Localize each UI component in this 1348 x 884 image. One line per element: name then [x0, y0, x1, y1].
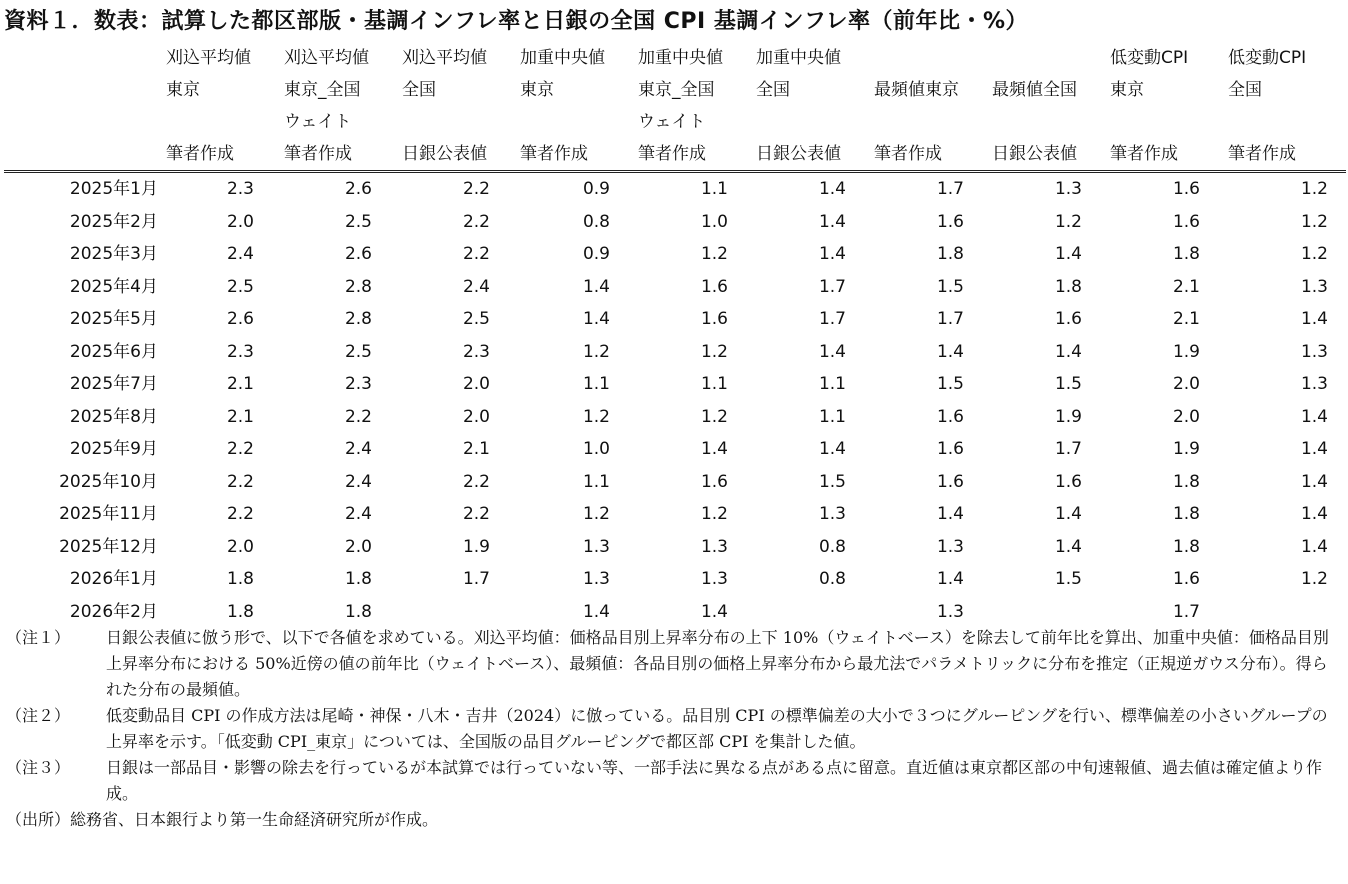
- table-cell: 1.7: [818, 276, 846, 297]
- table-cell: 2.4: [344, 439, 372, 459]
- table-cell: 2.1: [226, 374, 254, 394]
- table-cell: 1.4: [1300, 309, 1328, 329]
- column-header-source: 日銀公表値: [402, 144, 487, 164]
- table-cell: 2.2: [462, 179, 490, 199]
- notes-section: [6, 625, 1342, 833]
- table-cell: 2.3: [226, 179, 254, 199]
- table-cell: 2.2: [462, 504, 490, 524]
- table-cell: 1.4: [818, 179, 846, 199]
- table-row: [4, 466, 1346, 499]
- table-cell: 1.1: [582, 471, 610, 492]
- table-cell: 1.3: [700, 536, 728, 557]
- table-cell: 2.2: [226, 504, 254, 524]
- table-cell: 1.3: [582, 536, 610, 557]
- table-cell: 1.2: [700, 504, 728, 524]
- column-header: [520, 42, 638, 170]
- table-cell: 1.6: [936, 439, 964, 459]
- table-cell: 1.8: [226, 569, 254, 589]
- footnote-tag: （注３）: [6, 758, 71, 777]
- table-cell: 1.4: [936, 341, 964, 362]
- table-cell: 1.8: [936, 244, 964, 264]
- table-cell: 1.2: [700, 341, 728, 362]
- table-cell: 1.7: [936, 309, 964, 329]
- table-cell: 2.0: [1172, 406, 1200, 427]
- table-cell: 1.1: [818, 374, 846, 394]
- table-cell: 2.2: [226, 471, 254, 492]
- row-label: 2025年12月: [59, 536, 158, 557]
- table-row: [4, 401, 1346, 434]
- table-row: [4, 271, 1346, 304]
- column-header-source: 日銀公表値: [756, 144, 841, 164]
- column-header: [992, 42, 1110, 170]
- column-header: [402, 42, 520, 170]
- table-cell: 1.2: [1300, 569, 1328, 589]
- row-label: 2025年6月: [69, 341, 158, 362]
- table-cell: 2.6: [344, 179, 372, 199]
- table-cell: 1.7: [462, 569, 490, 589]
- table-row: [4, 531, 1346, 564]
- table-cell: 2.3: [462, 341, 490, 362]
- table-row: [4, 433, 1346, 466]
- column-header-label: 刈込平均値 東京_全国 ウェイト: [284, 48, 369, 132]
- table-cell: 1.3: [582, 569, 610, 589]
- row-label: 2025年5月: [69, 309, 158, 329]
- table-cell: 1.5: [936, 374, 964, 394]
- column-header-label: 低変動CPI 全国: [1228, 48, 1307, 100]
- table-header: [4, 42, 1346, 173]
- table-cell: 1.6: [1172, 569, 1200, 589]
- table-row: [4, 303, 1346, 336]
- footnote-text: 日銀公表値に倣う形で、以下で各値を求めている。刈込平均値：価格品目別上昇率分布の上下 10%（ウェイトベース）を除去して前年比を算出、加重中央値：価格品目別上昇率分布における 50%近傍の値の前年比（ウェイトベース）、最頻値：各品目別の価格上昇率分布から最尤法でパラメトリックに分布を推定（正規逆ガウス分布）。得られた分布の最頻値。: [106, 628, 1329, 699]
- table-cell: 1.4: [818, 439, 846, 459]
- column-header-source: 筆者作成: [1228, 144, 1296, 164]
- table-cell: 2.0: [344, 536, 372, 557]
- table-row: [4, 173, 1346, 206]
- table-cell: 1.8: [1054, 276, 1082, 297]
- table-cell: 1.4: [1054, 341, 1082, 362]
- table-cell: [736, 596, 846, 629]
- table-cell: 2.6: [226, 309, 254, 329]
- column-header-label: 最頻値全国: [992, 80, 1077, 100]
- table-cell: 1.0: [582, 439, 610, 459]
- table-cell: 1.5: [1054, 569, 1082, 589]
- table-cell: 2.0: [462, 374, 490, 394]
- column-header-source: 筆者作成: [874, 144, 942, 164]
- table-row: [4, 498, 1346, 531]
- table-cell: 0.9: [582, 244, 610, 264]
- column-header: [284, 42, 402, 170]
- table-cell: 0.9: [582, 179, 610, 199]
- table-cell: 2.2: [462, 211, 490, 232]
- table-cell: 1.5: [818, 471, 846, 492]
- table-cell: 1.6: [936, 406, 964, 427]
- table-cell: 0.8: [818, 569, 846, 589]
- table-row: [4, 596, 1346, 629]
- table-cell: 0.8: [582, 211, 610, 232]
- table-cell: 1.1: [700, 374, 728, 394]
- table-cell: 1.6: [700, 471, 728, 492]
- table-cell: 0.8: [818, 536, 846, 557]
- table-cell: 1.8: [1172, 471, 1200, 492]
- table-cell: 1.2: [582, 341, 610, 362]
- table-cell: 2.5: [226, 276, 254, 297]
- table-cell: 2.0: [226, 211, 254, 232]
- table-cell: 1.3: [936, 536, 964, 557]
- table-cell: 1.2: [1300, 179, 1328, 199]
- table-cell: 1.2: [582, 504, 610, 524]
- table-cell: 1.9: [1172, 439, 1200, 459]
- table-cell: 1.2: [1300, 211, 1328, 232]
- table-cell: 1.5: [1054, 374, 1082, 394]
- table-cell: 1.7: [1054, 439, 1082, 459]
- column-header-source: 筆者作成: [638, 144, 706, 164]
- footnote: [6, 703, 1342, 755]
- table-cell: 1.6: [936, 211, 964, 232]
- table-cell: 1.2: [1300, 244, 1328, 264]
- table-cell: 1.3: [700, 569, 728, 589]
- table-cell: 1.4: [582, 309, 610, 329]
- row-label: 2025年11月: [59, 504, 158, 524]
- table-cell: 1.8: [1172, 536, 1200, 557]
- table-cell: 1.0: [700, 211, 728, 232]
- footnote-text: 低変動品目 CPI の作成方法は尾崎・神保・八木・吉井（2024）に倣っている。品目別 CPI の標準偏差の大小で３つにグルーピングを行い、標準偏差の小さいグループの上昇率を示す。「低変動 CPI_東京」については、全国版の品目グルーピングで都区部 CPI を集計した値。: [106, 706, 1328, 751]
- column-header-label: 加重中央値 東京_全国 ウェイト: [638, 48, 723, 132]
- table-cell: 1.8: [1172, 244, 1200, 264]
- table-cell: 1.9: [462, 536, 490, 557]
- table-cell: 2.2: [226, 439, 254, 459]
- table-cell: 1.4: [1300, 536, 1328, 557]
- table-cell: 1.1: [818, 406, 846, 427]
- table-cell: 1.2: [582, 406, 610, 427]
- row-label: 2025年8月: [69, 406, 158, 427]
- table-row: [4, 238, 1346, 271]
- table-cell: 1.4: [1300, 439, 1328, 459]
- column-header-label: 刈込平均値 東京: [166, 48, 251, 100]
- table-cell: 1.4: [1300, 504, 1328, 524]
- table-cell: 1.4: [582, 276, 610, 297]
- table-cell: 1.4: [700, 439, 728, 459]
- table-cell: 1.6: [1054, 471, 1082, 492]
- table-cell: 2.2: [462, 471, 490, 492]
- table-cell: 2.1: [462, 439, 490, 459]
- table-cell: 2.2: [344, 406, 372, 427]
- table-cell: 2.1: [1172, 276, 1200, 297]
- row-label: 2025年7月: [69, 374, 158, 394]
- table-cell: 2.4: [226, 244, 254, 264]
- footnote: [6, 755, 1342, 807]
- table-cell: 1.1: [582, 374, 610, 394]
- table-cell: 1.7: [818, 309, 846, 329]
- table-cell: 1.3: [818, 504, 846, 524]
- table-cell: 1.6: [1172, 179, 1200, 199]
- table-cell: 2.0: [462, 406, 490, 427]
- table-cell: 1.6: [936, 471, 964, 492]
- table-cell: 1.3: [1300, 341, 1328, 362]
- page-title: 資料１．数表：試算した都区部版・基調インフレ率と日銀の全国 CPI 基調インフレ率（前年比・%）: [4, 9, 1029, 34]
- table-cell: 2.5: [462, 309, 490, 329]
- table-cell: 1.3: [936, 601, 964, 622]
- table-cell: 1.8: [226, 601, 254, 622]
- column-header: [874, 42, 992, 170]
- column-header-source: 筆者作成: [284, 144, 352, 164]
- row-label: 2025年1月: [69, 179, 158, 199]
- table-cell: 1.7: [1172, 601, 1200, 622]
- column-header-label: 最頻値東京: [874, 80, 959, 100]
- table-cell: 1.3: [1054, 179, 1082, 199]
- table-cell: 1.4: [1054, 244, 1082, 264]
- column-header: [1228, 42, 1346, 170]
- table-body: [4, 173, 1346, 628]
- table-cell: 2.0: [226, 536, 254, 557]
- column-header: [638, 42, 756, 170]
- footnote-text: 日銀は一部品目・影響の除去を行っているが本試算では行っていない等、一部手法に異なる点がある点に留意。直近値は東京都区部の中旬速報値、過去値は確定値より作成。: [106, 758, 1323, 803]
- table-cell: 1.3: [1300, 276, 1328, 297]
- column-header-source: 日銀公表値: [992, 144, 1077, 164]
- row-label: 2026年2月: [69, 601, 158, 622]
- table-cell: 1.2: [700, 244, 728, 264]
- table-cell: 1.7: [936, 179, 964, 199]
- data-table: [4, 42, 1346, 628]
- table-cell: 2.8: [344, 309, 372, 329]
- column-header-label: 刈込平均値 全国: [402, 48, 487, 100]
- source-note: （出所）総務省、日本銀行より第一生命経済研究所が作成。: [6, 810, 439, 829]
- table-cell: 2.6: [344, 244, 372, 264]
- table-cell: 2.1: [226, 406, 254, 427]
- table-cell: 1.4: [818, 211, 846, 232]
- row-label: 2025年3月: [69, 244, 158, 264]
- table-cell: 1.4: [1054, 536, 1082, 557]
- row-label: 2025年4月: [69, 276, 158, 297]
- row-label: 2025年9月: [69, 439, 158, 459]
- table-cell: [1218, 596, 1328, 629]
- table-cell: 2.5: [344, 211, 372, 232]
- column-header-label: 加重中央値 全国: [756, 48, 841, 100]
- table-cell: 2.5: [344, 341, 372, 362]
- table-cell: 1.6: [1172, 211, 1200, 232]
- table-cell: 1.4: [818, 341, 846, 362]
- table-cell: [380, 596, 490, 629]
- table-cell: 1.4: [1054, 504, 1082, 524]
- column-header: [166, 42, 284, 170]
- table-cell: 1.6: [700, 309, 728, 329]
- column-header-source: 筆者作成: [166, 144, 234, 164]
- column-header-source: 筆者作成: [520, 144, 588, 164]
- row-label: 2026年1月: [69, 569, 158, 589]
- table-row: [4, 563, 1346, 596]
- column-header-label: 加重中央値 東京: [520, 48, 605, 100]
- table-cell: 1.8: [344, 569, 372, 589]
- row-label: 2025年10月: [59, 471, 158, 492]
- column-header-label: 低変動CPI 東京: [1110, 48, 1189, 100]
- footnote: [6, 625, 1342, 703]
- table-cell: 1.4: [818, 244, 846, 264]
- table-row: [4, 206, 1346, 239]
- table-cell: 1.1: [700, 179, 728, 199]
- table-cell: 2.1: [1172, 309, 1200, 329]
- table-cell: 2.0: [1172, 374, 1200, 394]
- table-cell: 1.4: [582, 601, 610, 622]
- row-label: 2025年2月: [69, 211, 158, 232]
- table-cell: [972, 596, 1082, 629]
- column-header-source: 筆者作成: [1110, 144, 1178, 164]
- table-cell: 1.3: [1300, 374, 1328, 394]
- table-cell: 2.2: [462, 244, 490, 264]
- table-cell: 2.8: [344, 276, 372, 297]
- table-cell: 1.4: [936, 504, 964, 524]
- footnote-tag: （注１）: [6, 628, 71, 647]
- table-cell: 1.8: [344, 601, 372, 622]
- table-row: [4, 368, 1346, 401]
- table-cell: 2.4: [344, 504, 372, 524]
- table-cell: 1.8: [1172, 504, 1200, 524]
- footnote-tag: （注２）: [6, 706, 71, 725]
- table-cell: 2.3: [344, 374, 372, 394]
- table-cell: 1.9: [1172, 341, 1200, 362]
- table-cell: 1.5: [936, 276, 964, 297]
- table-cell: 1.4: [936, 569, 964, 589]
- table-cell: 1.6: [1054, 309, 1082, 329]
- table-cell: 2.4: [462, 276, 490, 297]
- table-cell: 1.2: [1054, 211, 1082, 232]
- column-header: [756, 42, 874, 170]
- table-cell: 1.4: [1300, 471, 1328, 492]
- table-cell: 1.4: [1300, 406, 1328, 427]
- table-cell: 2.4: [344, 471, 372, 492]
- table-cell: 2.3: [226, 341, 254, 362]
- table-cell: 1.2: [700, 406, 728, 427]
- table-cell: 1.4: [700, 601, 728, 622]
- table-cell: 1.9: [1054, 406, 1082, 427]
- column-header: [1110, 42, 1228, 170]
- table-cell: 1.6: [700, 276, 728, 297]
- table-row: [4, 336, 1346, 369]
